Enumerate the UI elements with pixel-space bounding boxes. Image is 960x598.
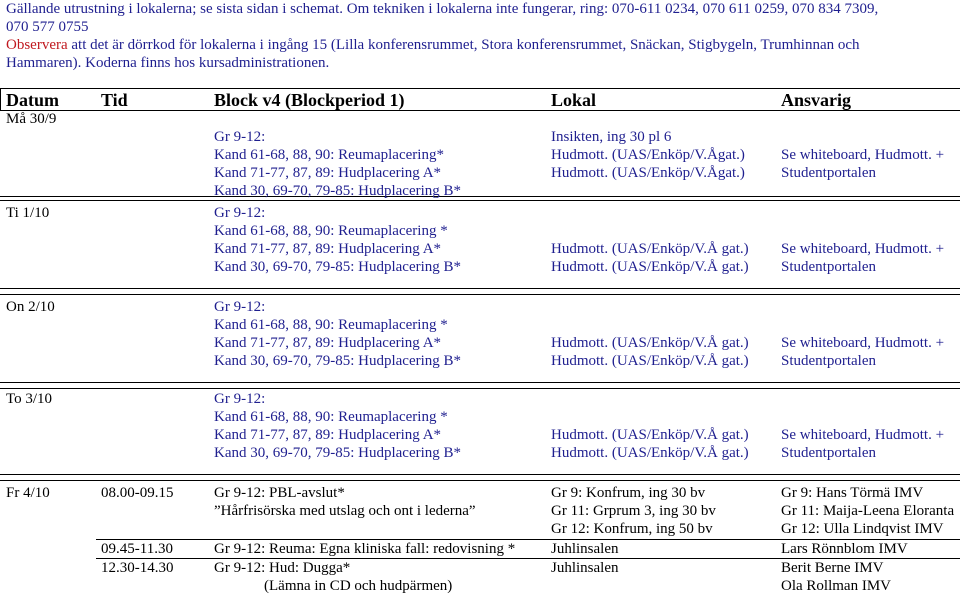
slot-resp-line: Lars Rönnblom IMV <box>781 541 908 557</box>
row-rule-3b <box>0 388 960 389</box>
slot-resp-line: Gr 9: Hans Törmä IMV <box>781 485 924 501</box>
col-header-time: Tid <box>101 90 128 110</box>
room-line: Hudmott. (UAS/Enköp/V.Å gat.) <box>551 259 749 275</box>
slot-room-line: Juhlinsalen <box>551 560 619 576</box>
row-rule-4b <box>0 480 960 481</box>
slot-resp-line: Gr 12: Ulla Lindqvist IMV <box>781 521 944 537</box>
slot-block-line: Gr 9-12: Hud: Dugga* <box>214 560 351 576</box>
intro-line-2: 070 577 0755 <box>6 19 89 35</box>
notice-lead: Observera <box>6 37 68 53</box>
header-bottom-rule <box>0 110 960 111</box>
room-line: Hudmott. (UAS/Enköp/V.Å gat.) <box>551 241 749 257</box>
block-line: Kand 30, 69-70, 79-85: Hudplacering B* <box>214 445 462 461</box>
slot-resp-line: Berit Berne IMV <box>781 560 884 576</box>
notice-text: att det är dörrkod för lokalerna i ingång 15 (Lilla konferensrummet, Stora konferensrummet, Snäckan, Stigbygeln, Trumhinnan och <box>67 37 860 53</box>
room-line: Hudmott. (UAS/Enköp/V.Å gat.) <box>551 335 749 351</box>
col-header-resp: Ansvarig <box>781 90 852 110</box>
row-rule-1 <box>0 196 960 197</box>
block-line: Kand 30, 69-70, 79-85: Hudplacering B* <box>214 353 462 369</box>
block-line: Kand 61-68, 88, 90: Reumaplacering * <box>214 223 448 239</box>
block-line: Kand 30, 69-70, 79-85: Hudplacering B* <box>214 259 462 275</box>
room-line: Hudmott. (UAS/Enköp/V.Å gat.) <box>551 353 749 369</box>
slot-time: 09.45-11.30 <box>101 541 173 557</box>
slot-time: 08.00-09.15 <box>101 485 174 501</box>
slot-room-line: Juhlinsalen <box>551 541 619 557</box>
resp-line: Se whiteboard, Hudmott. + <box>781 241 945 257</box>
block-line: Kand 71-77, 87, 89: Hudplacering A* <box>214 335 442 351</box>
slot-room-line: Gr 12: Konfrum, ing 50 bv <box>551 521 713 537</box>
header-left-border <box>0 88 1 110</box>
resp-line: Studentportalen <box>781 259 876 275</box>
row-date: Ti 1/10 <box>6 205 50 221</box>
row-date: On 2/10 <box>6 299 55 315</box>
room-line: Hudmott. (UAS/Enköp/V.Å gat.) <box>551 445 749 461</box>
slot-block-line: ”Hårfrisörska med utslag och ont i lederna” <box>214 503 476 519</box>
col-header-date: Datum <box>6 90 59 110</box>
block-line: Gr 9-12: <box>214 205 266 221</box>
block-line: Kand 71-77, 87, 89: Hudplacering A* <box>214 241 442 257</box>
resp-line: Se whiteboard, Hudmott. + <box>781 427 945 443</box>
resp-line: Se whiteboard, Hudmott. + <box>781 147 945 163</box>
row-date: Må 30/9 <box>6 111 57 127</box>
block-line: Gr 9-12: <box>214 391 266 407</box>
slot-block-line: Gr 9-12: Reuma: Egna kliniska fall: redovisning * <box>214 541 516 557</box>
resp-line: Studentportalen <box>781 445 876 461</box>
row-date: To 3/10 <box>6 391 53 407</box>
row-rule-2b <box>0 294 960 295</box>
block-line: Kand 61-68, 88, 90: Reumaplacering* <box>214 147 444 163</box>
friday-date: Fr 4/10 <box>6 485 50 501</box>
resp-line: Studentportalen <box>781 165 876 181</box>
room-line: Hudmott. (UAS/Enköp/V.Å gat.) <box>551 427 749 443</box>
block-line: Kand 61-68, 88, 90: Reumaplacering * <box>214 409 448 425</box>
slot-room-line: Gr 9: Konfrum, ing 30 bv <box>551 485 706 501</box>
slot-room-line: Gr 11: Grprum 3, ing 30 bv <box>551 503 716 519</box>
intro-line-1: Gällande utrustning i lokalerna; se sista sidan i schemat. Om tekniken i lokalerna inte fungerar, ring: 070-611 0234, 070 611 0259, 070 834 7309, <box>6 1 879 17</box>
slot-resp-line: Gr 11: Maija-Leena Eloranta <box>781 503 955 519</box>
slot-block-line: (Lämna in CD och hudpärmen) <box>264 578 453 594</box>
block-line: Kand 71-77, 87, 89: Hudplacering A* <box>214 165 442 181</box>
room-line: Hudmott. (UAS/Enköp/V.Ågat.) <box>551 147 745 163</box>
slot-resp-line: Ola Rollman IMV <box>781 578 891 594</box>
slot-block-line: Gr 9-12: PBL-avslut* <box>214 485 345 501</box>
room-line: Insikten, ing 30 pl 6 <box>551 129 672 145</box>
block-line: Gr 9-12: <box>214 299 266 315</box>
resp-line: Studentportalen <box>781 353 876 369</box>
row-rule-2 <box>0 288 960 289</box>
intro-notice <box>6 36 860 54</box>
row-rule-4 <box>0 474 960 475</box>
block-line: Kand 61-68, 88, 90: Reumaplacering * <box>214 317 448 333</box>
room-line: Hudmott. (UAS/Enköp/V.Ågat.) <box>551 165 745 181</box>
block-line: Kand 30, 69-70, 79-85: Hudplacering B* <box>214 183 462 199</box>
block-line: Gr 9-12: <box>214 129 266 145</box>
col-header-block: Block v4 (Blockperiod 1) <box>214 90 405 110</box>
resp-line: Se whiteboard, Hudmott. + <box>781 335 945 351</box>
table-top-rule <box>0 88 960 89</box>
row-rule-3 <box>0 382 960 383</box>
slot-time: 12.30-14.30 <box>101 560 174 576</box>
intro-line-4: Hammaren). Koderna finns hos kursadministrationen. <box>6 55 330 71</box>
col-header-room: Lokal <box>551 90 597 110</box>
block-line: Kand 71-77, 87, 89: Hudplacering A* <box>214 427 442 443</box>
row-rule-1b <box>0 200 960 201</box>
